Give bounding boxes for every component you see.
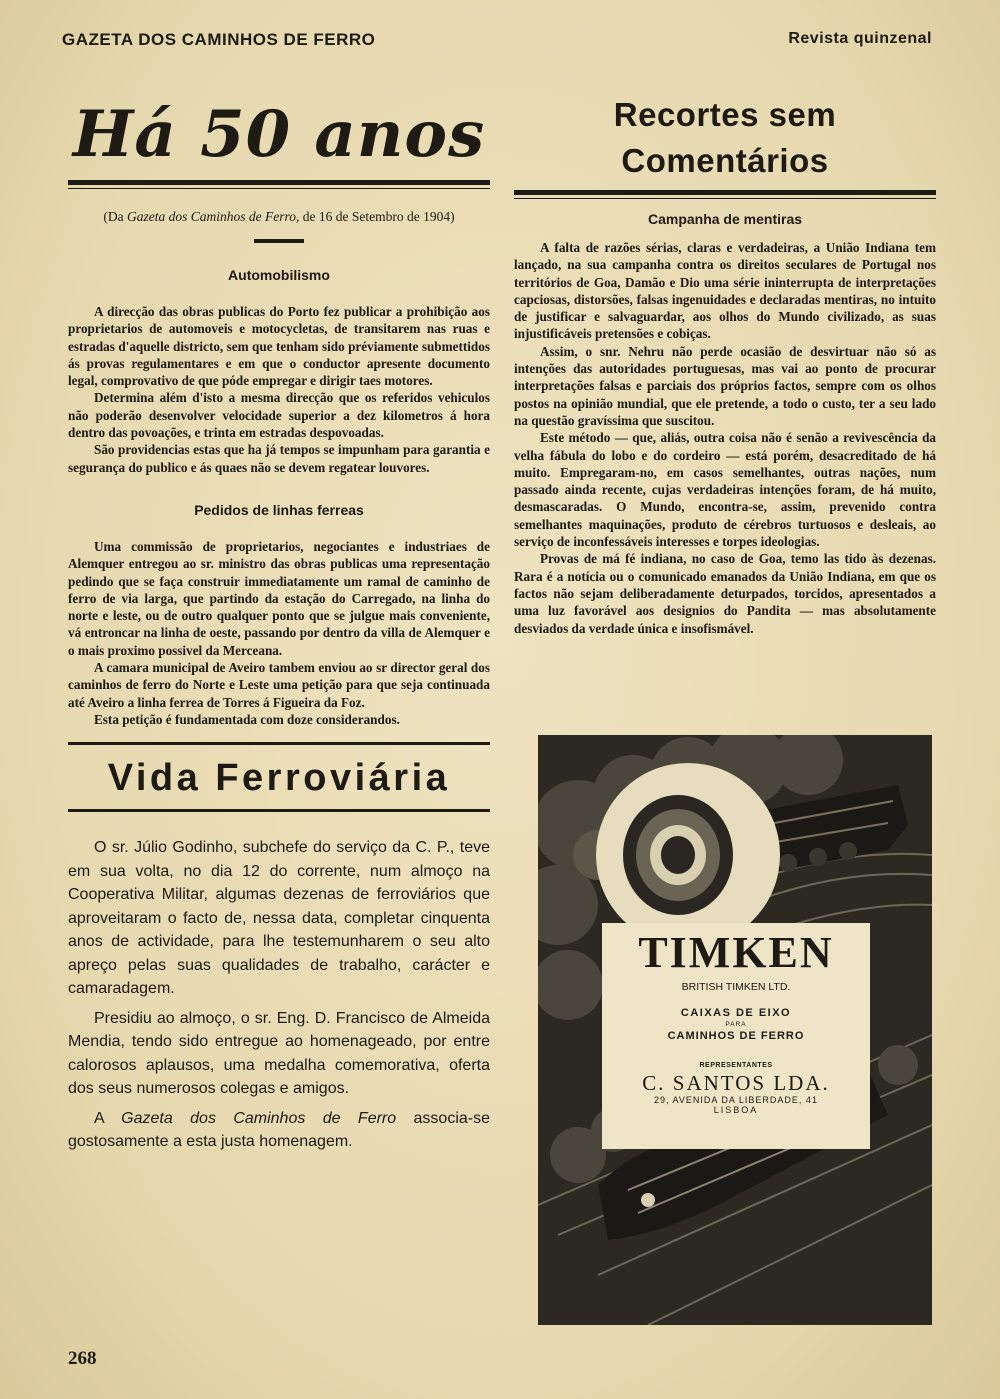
timken-advertisement	[538, 735, 932, 1325]
paragraph: A direcção das obras publicas do Porto fez publicar a prohibição aos proprietarios de automoveis e motocycletas, de transitarem nas ruas e estradas d'aquelle districto, sem que tenham sido préviamente submettidos ás provas regulamentares e em que o conductor apresente documento legal, comprovativo de que póde empregar e dirigir taes motores.	[68, 304, 490, 389]
publication-name-italic: Gazeta dos Caminhos de Ferro	[121, 1109, 397, 1127]
company-name: BRITISH TIMKEN LTD.	[681, 981, 791, 993]
vida-ferroviaria-article	[68, 836, 490, 1154]
para-word: PARA	[725, 1021, 747, 1028]
paragraph: Presidiu ao almoço, o sr. Eng. D. Francisco de Almeida Mendia, tendo sido entregue ao homenageado, por entre calorosos aplausos, uma medalha comemorativa, oferta dos seus numerosos colegas e amigos.	[68, 1009, 490, 1098]
ad-text-card	[602, 923, 870, 1149]
automobilismo-heading: Automobilismo	[228, 267, 330, 283]
vida-rule-top	[68, 742, 490, 745]
title-rule-thin	[68, 188, 490, 189]
paragraph: São providencias estas que ha já tempos se impunham para garantia e segurança do publico e ás quaes não se devem regatear louvores.	[68, 442, 490, 475]
left-column	[68, 90, 490, 1154]
timken-brand: TIMKEN	[638, 928, 834, 977]
text: associa-se gostosamente a esta justa homenagem.	[68, 1109, 490, 1151]
campanha-article	[514, 239, 936, 637]
roller-bearing-shape	[623, 795, 733, 915]
source-date: de 16 de Setembro de 1904)	[299, 209, 455, 224]
right-column	[514, 90, 936, 637]
source-line	[68, 209, 490, 225]
recortes-rule-thick	[514, 190, 936, 195]
recortes-rule-thin	[514, 198, 936, 199]
source-prefix: (Da	[103, 209, 128, 224]
publication-frequency: Revista quinzenal	[788, 30, 932, 47]
paragraph: A camara municipal de Aveiro tambem enviou ao sr director geral dos caminhos de ferro do Norte e Leste uma petição para que seja continuada até Aveiro a linha ferrea de Torres á Figueira da Foz.	[68, 660, 490, 710]
pedidos-article	[68, 538, 490, 728]
paragraph	[68, 1107, 490, 1154]
publication-name: GAZETA DOS CAMINHOS DE FERRO	[62, 30, 376, 49]
running-head	[62, 30, 932, 54]
paragraph: Assim, o snr. Nehru não perde ocasião de desvirtuar não só as intenções das autoridades portuguesas, mas vai ao ponto de procurar interpretações falsas e parciais dos próprios factos, sempre com os olhos postos na opinião mundial, que ele pretende, a todo o custo, ter a seu lado na questão gravíssima que suscitou.	[514, 343, 936, 428]
representative-address: 29, AVENIDA DA LIBERDADE, 41	[654, 1095, 818, 1105]
recortes-title: Recortes sem Comentários	[613, 96, 837, 179]
ha-50-anos-title: Há 50 anos	[72, 97, 486, 172]
paragraph: Esta petição é fundamentada com doze considerandos.	[94, 711, 400, 727]
paragraph: A falta de razões sérias, claras e verdadeiras, a União Indiana tem lançado, na sua campanha contra os direitos seculares de Portugal nos territórios de Goa, Damão e Dio uma série ininterrupta de interpretações capciosas, distorsões, falsas ingenuidades e declaradas mentiras, no intuito de justificar e salvaguardar, aos olhos do Mundo civilizado, as suas injustificáveis pretensões e cobiças.	[514, 240, 936, 342]
section-divider	[254, 239, 304, 243]
pedidos-heading: Pedidos de linhas ferreas	[194, 501, 364, 518]
representatives-label: REPRESENTANTES	[699, 1062, 773, 1069]
paragraph: O sr. Júlio Godinho, subchefe do serviço da C. P., teve em sua volta, no dia 12 do corrente, num almoço na Cooperativa Militar, algumas dezenas de ferroviários que aproveitaram o facto de, nessa data, completar cinquenta anos de actividade, para lhe testemunharem o seu alto apreço pelas suas qualidades de trabalho, carácter e camaradagem.	[68, 839, 490, 998]
paragraph: Este método — que, aliás, outra coisa não é senão a revivescência da velha fábula do lobo e do cordeiro — está porém, desacreditado de há muito. Empregaram-no, em casos semelhantes, outras nações, num passado ainda recente, cujas verdadeiras intenções foram, de há muito, desmascaradas. O Mundo, encontra-se, assim, prevenido contra semelhantes maquinações, produto de cérebros turtuosos e desleais, ao serviço de inconfessáveis interesses e torpes ideologias.	[514, 430, 936, 550]
vida-ferroviaria-title: Vida Ferroviária	[107, 757, 451, 800]
paragraph: Uma commissão de proprietarios, negociantes e industriaes de Alemquer entregou ao sr. ministro das obras publicas uma representação pedindo que se faça construir immediatamente um ramal de caminho de ferro de via larga, que partindo da estação do Carregado, na linha do norte e leste, ou de outro qualquer ponto que se julgue mais conveniente, vá entroncar na linha de oeste, passando por dentro da villa de Alemquer e o mais proximo possivel da Merceana.	[68, 538, 490, 658]
representative-city: LISBOA	[713, 1105, 759, 1115]
page-number: 268	[68, 1348, 97, 1369]
paragraph: Determina além d'isto a mesma direcção que os referidos vehiculos não poderão desenvolver velocidade superior a dez kilometros á hora dentro das povoações, e trinta em estradas despovoadas.	[68, 390, 490, 441]
representative-name: C. SANTOS LDA.	[642, 1071, 830, 1095]
product-name: CAIXAS DE EIXO	[680, 1007, 792, 1019]
automobilismo-article	[68, 303, 490, 476]
campanha-heading: Campanha de mentiras	[647, 211, 803, 227]
title-rule-thick	[68, 180, 490, 185]
source-publication: Gazeta dos Caminhos de Ferro,	[127, 209, 300, 224]
text: A	[94, 1109, 122, 1127]
paragraph: Provas de má fé indiana, no caso de Goa, temo las tido às dezenas. Rara é a notícia ou o comunicado emanados da União Indiana, em que os factos não sejam deliberadamente deturpados, torcidos, apresentados a uma luz favorável aos designios do Pandita — mas absolutamente desviados da verdade única e insofismável.	[514, 551, 936, 636]
vida-rule-bottom	[68, 809, 490, 812]
product-target: CAMINHOS DE FERRO	[667, 1030, 805, 1042]
